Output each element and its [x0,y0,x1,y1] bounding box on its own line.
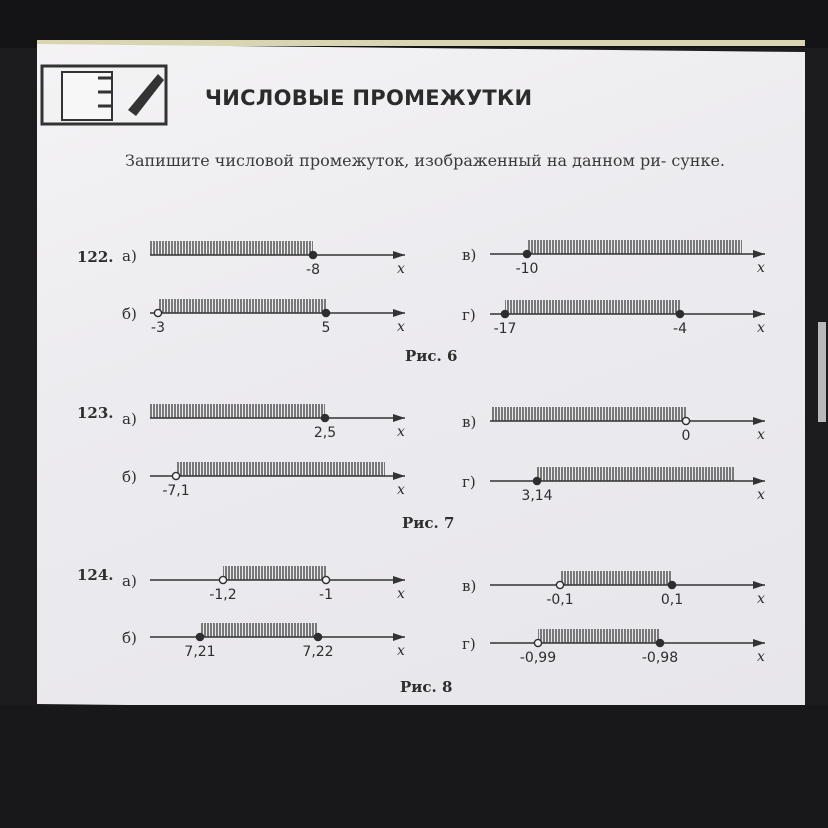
item-letter: в) [462,413,477,431]
axis-variable: x [397,319,405,335]
interval-hatching [176,462,385,476]
closed-point [656,639,663,646]
arrow-icon [753,477,765,485]
arrow-icon [753,639,765,647]
axis-variable: x [397,261,405,277]
closed-point [314,633,321,640]
axis-variable: x [397,586,405,602]
closed-point [533,477,540,484]
point-label: -0,99 [519,650,557,666]
window-scrollbar [818,322,826,422]
item-letter: б) [122,468,137,486]
interval-hatching [223,566,326,580]
item-letter: г) [462,635,476,653]
item-letter: б) [122,629,137,647]
closed-point [523,250,530,257]
axis-variable: x [757,427,765,443]
interval-hatching [158,299,326,313]
point-label: -4 [673,321,687,337]
item-letter: а) [122,572,137,590]
item-letter: б) [122,305,137,323]
arrow-icon [393,414,405,422]
point-label: 2,5 [313,425,337,441]
problem-number: 124. [77,566,114,584]
open-point [534,639,541,646]
problem-number: 122. [77,248,114,266]
closed-point [196,633,203,640]
point-label: 3,14 [521,488,553,504]
axis-variable: x [757,487,765,503]
point-label: 0,1 [660,592,684,608]
open-point [556,581,563,588]
point-label: -10 [515,261,539,277]
figure-caption: Рис. 7 [402,514,455,532]
axis-variable: x [757,591,765,607]
arrow-icon [753,310,765,318]
interval-hatching [527,240,742,254]
item-letter: в) [462,246,477,264]
arrow-icon [393,309,405,317]
point-label: -1,2 [209,587,237,603]
arrow-icon [393,576,405,584]
point-label: -1 [319,587,333,603]
open-point [154,309,161,316]
arrow-icon [393,633,405,641]
closed-point [501,310,508,317]
closed-point [668,581,675,588]
point-label: -8 [306,262,320,278]
axis-variable: x [757,320,765,336]
axis-variable: x [757,649,765,665]
item-letter: г) [462,306,476,324]
open-point [172,472,179,479]
closed-point [321,414,328,421]
figure-caption: Рис. 6 [405,347,458,365]
axis-variable: x [757,260,765,276]
closed-point [322,309,329,316]
arrow-icon [753,417,765,425]
axis-variable: x [397,643,405,659]
screen-bezel-bottom [0,705,828,828]
arrow-icon [753,250,765,258]
point-label: -17 [493,321,517,337]
page-title: ЧИСЛОВЫЕ ПРОМЕЖУТКИ [205,86,533,110]
open-point [322,576,329,583]
point-label: 7,21 [184,644,216,660]
arrow-icon [393,251,405,259]
interval-hatching [537,467,735,481]
axis-variable: x [397,424,405,440]
problem-number: 123. [77,404,114,422]
item-letter: а) [122,247,137,265]
point-label: -0,1 [546,592,574,608]
instruction-text: Запишите числовой промежуток, изображенный на данном ри- сунке. [125,151,726,170]
interval-hatching [538,629,660,643]
arrow-icon [753,581,765,589]
point-label: 7,22 [302,644,334,660]
interval-hatching [505,300,680,314]
item-letter: а) [122,410,137,428]
interval-hatching [492,407,686,421]
arrow-icon [393,472,405,480]
closed-point [309,251,316,258]
item-letter: в) [462,577,477,595]
point-label: 0 [681,428,691,444]
point-label: -3 [151,320,165,336]
point-label: -0,98 [641,650,679,666]
figure-caption: Рис. 8 [400,678,453,696]
point-label: 5 [321,320,331,336]
closed-point [676,310,683,317]
open-point [682,417,689,424]
interval-hatching [560,571,672,585]
open-point [219,576,226,583]
interval-hatching [200,623,318,637]
interval-hatching [150,241,313,255]
interval-hatching [150,404,325,418]
item-letter: г) [462,473,476,491]
point-label: -7,1 [162,483,190,499]
axis-variable: x [397,482,405,498]
